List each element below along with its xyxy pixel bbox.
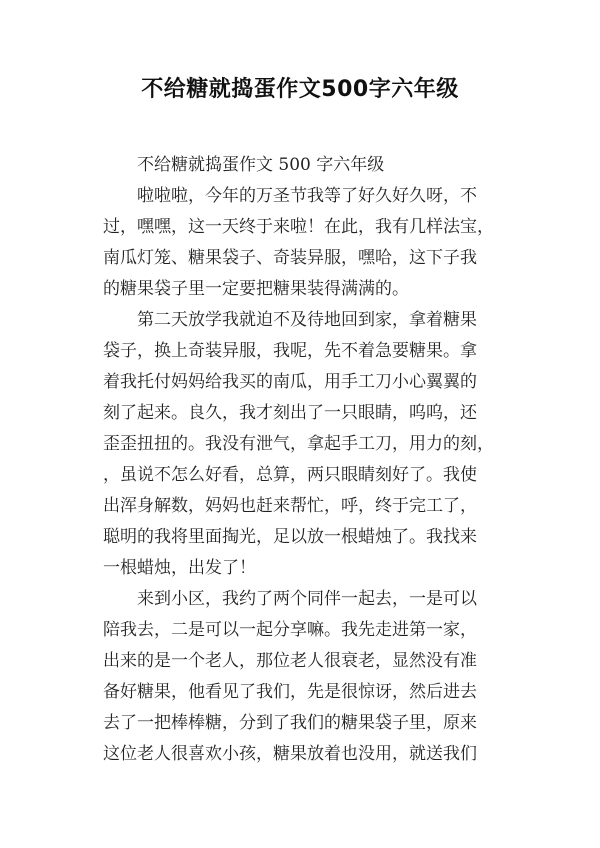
paragraph-line: 聪明的我将里面掏光，足以放一根蜡烛了。我找来: [103, 527, 477, 547]
article-subtitle: 不给糖就捣蛋作文 500 字六年级: [137, 155, 385, 175]
page-title: 不给糖就捣蛋作文500字六年级: [141, 77, 459, 102]
paragraph-3: [103, 584, 506, 770]
paragraph-line: 出浑身解数，妈妈也赶来帮忙，呼，终于完工了，: [103, 496, 477, 516]
paragraph-line: 歪歪扭扭的。我没有泄气，拿起手工刀，用力的刻，: [103, 434, 494, 454]
paragraph-line: 出来的是一个老人，那位老人很衰老，显然没有准: [103, 651, 477, 671]
article-body: [103, 150, 506, 770]
paragraph-line: 啦啦啦，今年的万圣节我等了好久好久呀，不: [137, 186, 477, 206]
paragraph-line: 第二天放学我就迫不及待地回到家，拿着糖果: [137, 310, 477, 330]
paragraph-line: ，虽说不怎么好看，总算，两只眼睛刻好了。我使: [103, 465, 477, 485]
paragraph-2: [103, 305, 506, 584]
paragraph-line: 去了一把棒棒糖，分到了我们的糖果袋子里，原来: [103, 713, 477, 733]
paragraph-line: 袋子，换上奇装异服，我呢，先不着急要糖果。拿: [103, 341, 477, 361]
paragraph-line: 陪我去，二是可以一起分享嘛。我先走进第一家，: [103, 620, 477, 640]
paragraph-line: 的糖果袋子里一定要把糖果装得满满的。: [103, 279, 409, 299]
paragraph-line: 刻了起来。良久，我才刻出了一只眼睛，呜呜，还: [103, 403, 477, 423]
paragraph-1: [103, 181, 506, 305]
paragraph-line: 南瓜灯笼、糖果袋子、奇装异服，嘿哈，这下子我: [103, 248, 477, 268]
paragraph-line: 备好糖果，他看见了我们，先是很惊讶，然后进去: [103, 682, 477, 702]
paragraph-line: 这位老人很喜欢小孩，糖果放着也没用，就送我们: [103, 744, 477, 764]
paragraph-line: 一根蜡烛，出发了！: [103, 558, 256, 578]
paragraph-line: 着我托付妈妈给我买的南瓜，用手工刀小心翼翼的: [103, 372, 477, 392]
paragraph-line: 过，嘿嘿，这一天终于来啦！在此，我有几样法宝，: [103, 217, 494, 237]
paragraph-line: 来到小区，我约了两个同伴一起去，一是可以: [137, 589, 477, 609]
